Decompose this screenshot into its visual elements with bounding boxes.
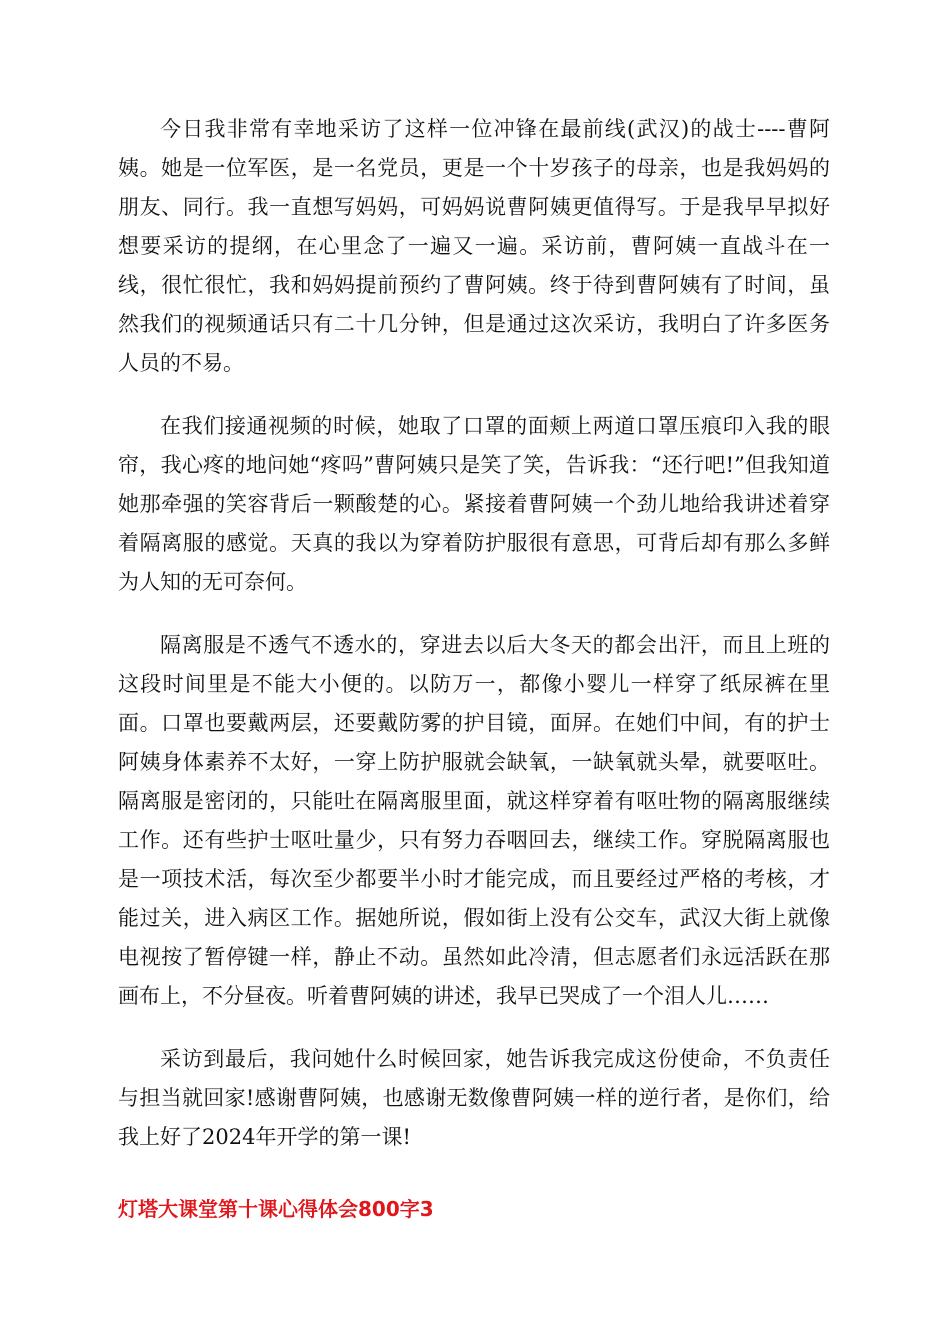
paragraph-video-call: 在我们接通视频的时候，她取了口罩的面颊上两道口罩压痕印入我的眼帘，我心疼的地问她“疼吗”曹阿姨只是笑了笑，告诉我：“还行吧!”但我知道她那牵强的笑容背后一颗酸楚的心。紧接着曹阿姨一个劲儿地给我讲述着穿着隔离服的感觉。天真的我以为穿着防护服很有意思，可背后却有那么多鲜为人知的无可奈何。 [118, 414, 830, 594]
section-heading: 灯塔大课堂第十课心得体会800字3 [118, 1197, 434, 1221]
document-body [118, 110, 830, 1227]
paragraph-isolation-suit: 隔离服是不透气不透水的，穿进去以后大冬天的都会出汗，而且上班的这段时间里是不能大小便的。以防万一，都像小婴儿一样穿了纸尿裤在里面。口罩也要戴两层，还要戴防雾的护目镜，面屏。在她们中间，有的护士阿姨身体素养不太好，一穿上防护服就会缺氧，一缺氧就头晕，就要呕吐。隔离服是密闭的，只能吐在隔离服里面，就这样穿着有呕吐物的隔离服继续工作。还有些护士呕吐量少，只有努力吞咽回去，继续工作。穿脱隔离服也是一项技术活，每次至少都要半小时才能完成，而且要经过严格的考核，才能过关，进入病区工作。据她所说，假如街上没有公交车，武汉大街上就像电视按了暂停键一样，静止不动。虽然如此冷清，但志愿者们永远活跃在那画布上，不分昼夜。听着曹阿姨的讲述，我早已哭成了一个泪人儿…… [118, 633, 830, 1008]
paragraph-interview-intro: 今日我非常有幸地采访了这样一位冲锋在最前线(武汉)的战士----曹阿姨。她是一位军医，是一名党员，更是一个十岁孩子的母亲，也是我妈妈的朋友、同行。我一直想写妈妈，可妈妈说曹阿姨更值得写。于是我早早拟好想要采访的提纲，在心里念了一遍又一遍。采访前，曹阿姨一直战斗在一线，很忙很忙，我和妈妈提前预约了曹阿姨。终于待到曹阿姨有了时间，虽然我们的视频通话只有二十几分钟，但是通过这次采访，我明白了许多医务人员的不易。 [118, 117, 830, 375]
paragraph-conclusion: 采访到最后，我问她什么时候回家，她告诉我完成这份使命，不负责任与担当就回家!感谢曹阿姨，也感谢无数像曹阿姨一样的逆行者，是你们，给我上好了2024年开学的第一课! [118, 1047, 830, 1149]
